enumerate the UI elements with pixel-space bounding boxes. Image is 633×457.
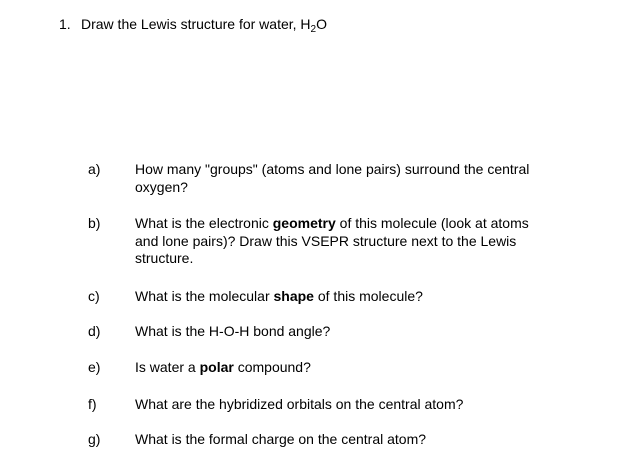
item-letter: g) <box>88 431 101 447</box>
item-text: What is the formal charge on the central atom? <box>135 431 427 447</box>
item-letter: d) <box>88 323 101 339</box>
item-text-line: How many "groups" (atoms and lone pairs) surround the central <box>135 161 530 177</box>
item-text <box>135 215 595 268</box>
bold-term-geometry: geometry <box>272 215 336 231</box>
question-1 <box>59 15 327 33</box>
item-text-post: compound? <box>233 359 311 375</box>
item-text-post: of this molecule (look at atoms <box>335 215 529 231</box>
question-text-main: Draw the Lewis structure for water, H <box>81 16 311 32</box>
item-letter: b) <box>88 215 101 231</box>
item-text <box>135 288 595 306</box>
item-text-post: of this molecule? <box>313 288 423 304</box>
item-letter: e) <box>88 359 101 375</box>
question-number: 1. <box>59 16 71 32</box>
bold-term-shape: shape <box>273 288 314 304</box>
bold-term-polar: polar <box>199 359 234 375</box>
item-text: What is the H-O-H bond angle? <box>135 323 331 339</box>
item-letter: c) <box>88 288 100 304</box>
item-text-pre: What is the electronic <box>135 215 273 231</box>
item-text <box>135 161 595 196</box>
item-text-pre: Is water a <box>135 359 200 375</box>
question-text <box>81 16 327 35</box>
item-letter: f) <box>88 396 97 412</box>
item-text-pre: What is the molecular <box>135 288 274 304</box>
question-text-end: O <box>316 16 327 32</box>
item-letter: a) <box>88 161 101 177</box>
item-text: What are the hybridized orbitals on the central atom? <box>135 396 464 412</box>
item-text <box>135 359 595 377</box>
item-text-line: and lone pairs)? Draw this VSEPR structure next to the Lewis <box>135 232 517 249</box>
item-text-line: structure. <box>135 250 194 266</box>
question-subscript: 2 <box>310 24 317 35</box>
item-text-line: oxygen? <box>135 178 188 195</box>
item-text-line <box>135 215 595 233</box>
